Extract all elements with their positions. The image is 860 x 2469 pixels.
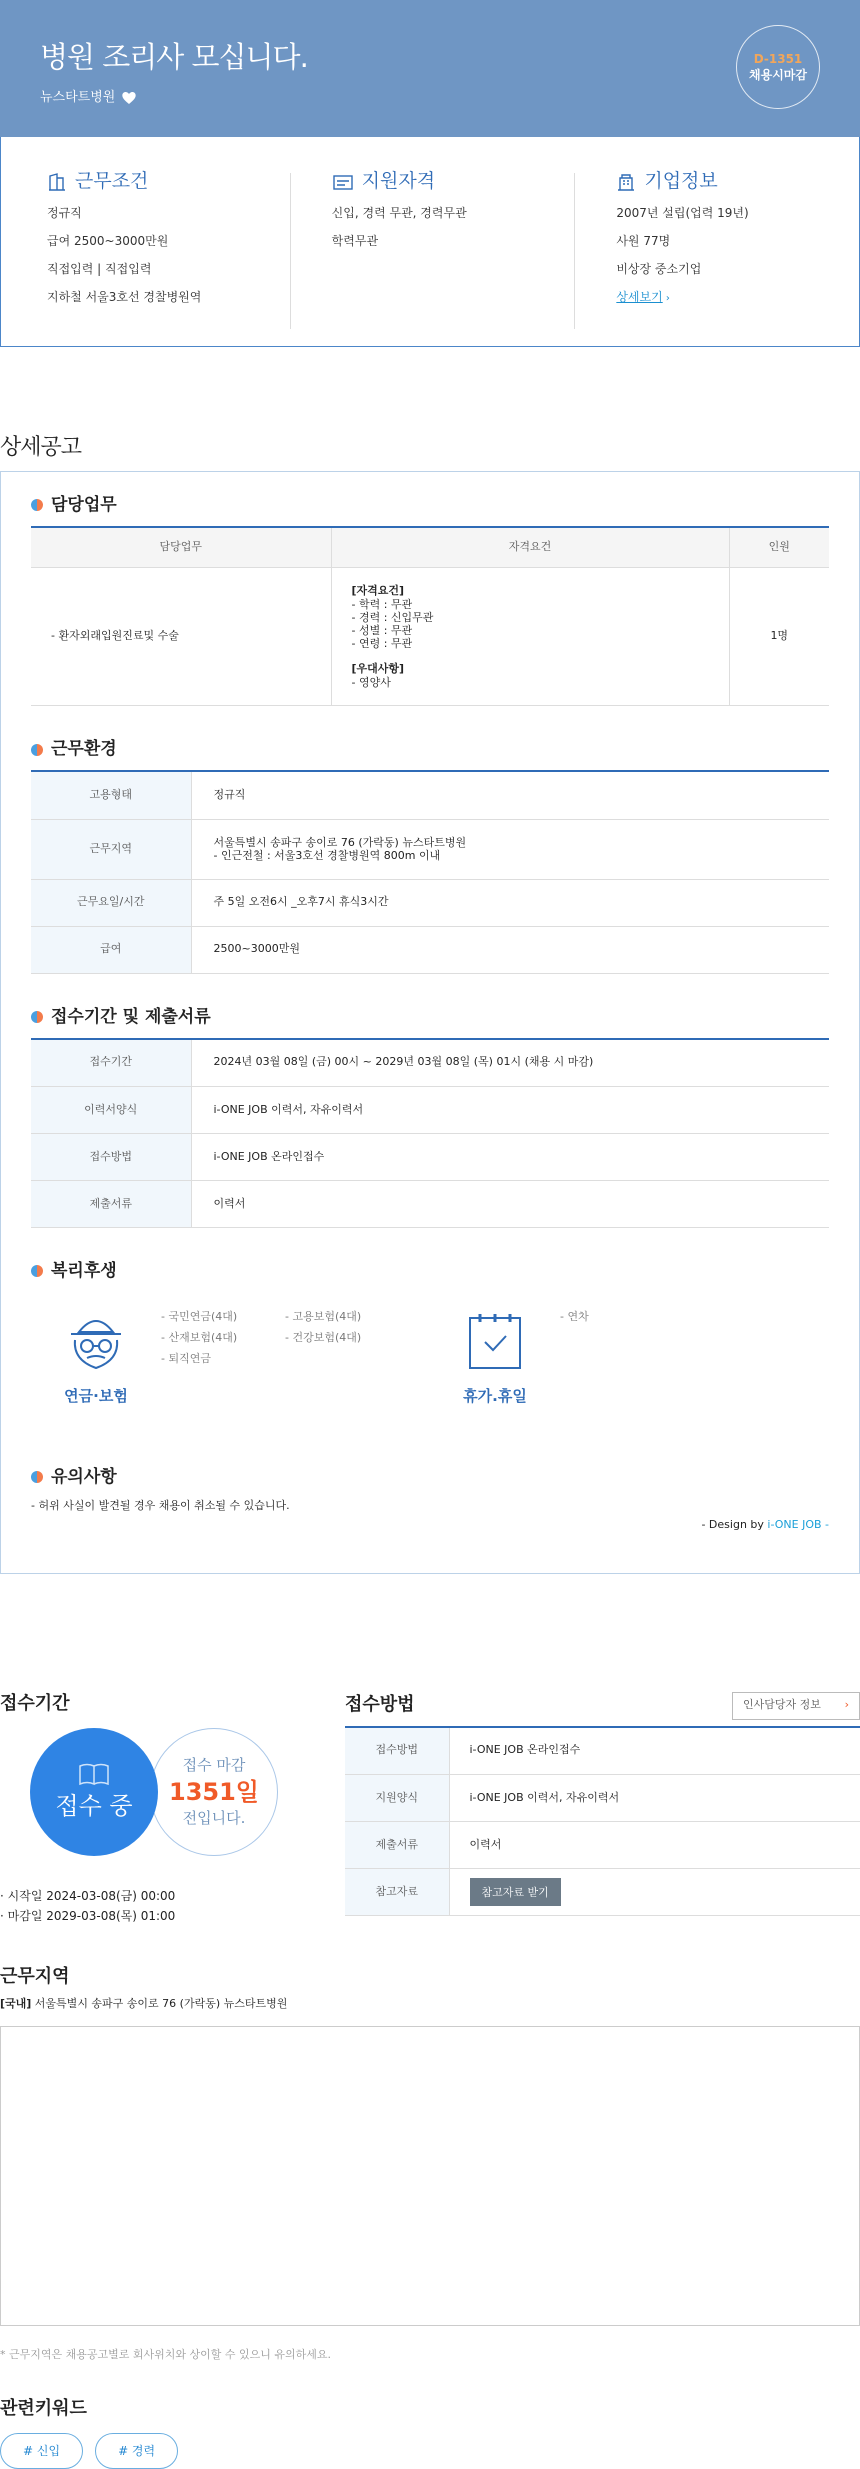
- duty-task: - 환자외래입원진료및 수술: [31, 568, 331, 706]
- hr-contact-label: 인사담당자 정보: [743, 1698, 821, 1712]
- duty-table: [31, 528, 829, 707]
- welfare-item: - 연차: [560, 1309, 589, 1323]
- building-icon: [47, 172, 67, 192]
- company-item: 사원 77명: [616, 233, 671, 248]
- welfare-heading: [31, 1260, 829, 1292]
- work-item: 정규직: [47, 205, 82, 220]
- env-value: 주 5일 오전6시 _오후7시 휴식3시간: [191, 879, 829, 926]
- env-label: 근무요일/시간: [31, 879, 191, 926]
- duty-count: 1명: [729, 568, 829, 706]
- env-label: 급여: [31, 926, 191, 973]
- env-value: [191, 819, 829, 879]
- status-circle: [30, 1728, 158, 1856]
- duty-heading: [31, 494, 829, 528]
- design-credit: [31, 1518, 829, 1533]
- period-section: [0, 1692, 345, 1927]
- bullet-dot-icon: [31, 1471, 43, 1483]
- apply-info: [0, 1692, 860, 1927]
- region-address-text: 서울특별시 송파구 송이로 76 (가락동) 뉴스타트병원: [31, 1996, 288, 2010]
- work-conditions-heading: [47, 169, 290, 195]
- duty-col-header: 담당업무: [31, 528, 331, 568]
- end-date: · 마감일 2029-03-08(목) 01:00: [0, 1909, 176, 1924]
- env-label: 근무지역: [31, 819, 191, 879]
- design-brand: i-ONE JOB: [767, 1517, 822, 1531]
- receipt-label: 접수방법: [31, 1134, 191, 1181]
- deadline-days: 1351일: [169, 1777, 259, 1806]
- design-prefix: - Design by: [701, 1517, 768, 1531]
- apply-title: 접수방법: [345, 1694, 415, 1716]
- qualifications: [290, 169, 575, 346]
- office-icon: [616, 172, 636, 192]
- apply-label: 접수방법: [345, 1728, 449, 1775]
- region-title: 근무지역: [0, 1965, 70, 1987]
- welfare-item: - 국민연금(4대): [161, 1309, 238, 1323]
- deadline-circle: [150, 1728, 278, 1856]
- pension-icon-wrap: [31, 1310, 161, 1430]
- apply-section: [345, 1692, 860, 1927]
- apply-label: 참고자료: [345, 1869, 449, 1916]
- receipt-title: 접수기간 및 제출서류: [51, 1006, 211, 1027]
- welfare-title: 복리후생: [51, 1261, 117, 1281]
- env-address: 서울특별시 송파구 송이로 76 (가락동) 뉴스타트병원: [213, 835, 467, 849]
- apply-value: i-ONE JOB 이력서, 자유이력서: [449, 1775, 860, 1822]
- welfare-item: - 퇴직연금: [161, 1351, 211, 1365]
- env-label: 고용형태: [31, 772, 191, 819]
- work-item: 직접입력 | 직접입력: [47, 262, 152, 277]
- duty-col-header: 자격요건: [331, 528, 729, 568]
- keyword-tag[interactable]: # 경력: [95, 2433, 178, 2469]
- dday-status: 채용시마감: [749, 68, 807, 82]
- qualifications-heading: [332, 169, 575, 195]
- dday-count: D-1351: [753, 51, 803, 66]
- qualifications-title: 지원자격: [361, 170, 436, 192]
- req-line: - 경력 : 신입무관: [351, 610, 434, 624]
- vacation-icon-wrap: [430, 1310, 560, 1430]
- duty-requirements: [331, 568, 729, 706]
- region-tag: [국내]: [0, 1996, 32, 2010]
- qual-item: 신입, 경력 무관, 경력무관: [331, 205, 467, 220]
- pension-list: [161, 1310, 405, 1430]
- req-title: [자격요건]: [351, 584, 405, 598]
- bullet-dot-icon: [31, 1011, 43, 1023]
- company-info-heading: [616, 169, 859, 195]
- vacation-label: 휴가.휴일: [463, 1387, 527, 1406]
- bullet-dot-icon: [31, 744, 43, 756]
- heart-icon[interactable]: [121, 90, 137, 106]
- env-value: 정규직: [191, 772, 829, 819]
- work-item: 급여 2500~3000만원: [47, 233, 169, 248]
- vacation-block: [430, 1310, 829, 1430]
- company-name-row: [40, 89, 137, 107]
- receipt-value: 2024년 03월 08일 (금) 00시 ~ 2029년 03월 08일 (목) 01시 (채용 시 마감): [191, 1040, 829, 1087]
- work-conditions-title: 근무조건: [75, 170, 149, 192]
- map-area[interactable]: [0, 2026, 860, 2326]
- work-conditions: [1, 169, 290, 346]
- bullet-dot-icon: [31, 1265, 43, 1277]
- apply-label: 제출서류: [345, 1822, 449, 1869]
- req-line: - 학력 : 무관: [351, 597, 413, 611]
- receipt-label: 접수기간: [31, 1040, 191, 1087]
- apply-label: 지원양식: [345, 1775, 449, 1822]
- chevron-right-icon: ›: [844, 1698, 849, 1712]
- req-line: - 성별 : 무관: [351, 624, 413, 638]
- welfare-item: - 산재보험(4대): [161, 1330, 238, 1344]
- company-info: 기업정보 2007년 설립(업력 19년) 사원 77명 비상장 중소기업 상세보기 ›: [574, 169, 859, 346]
- welfare-item: - 고용보험(4대): [285, 1309, 362, 1323]
- vacation-list: [560, 1310, 804, 1430]
- qual-item: 학력무관: [331, 233, 379, 248]
- req-line: - 연령 : 무관: [351, 637, 413, 651]
- pref-line: - 영양사: [351, 675, 391, 689]
- keyword-list: [0, 2433, 860, 2469]
- deadline-label: 접수 마감: [182, 1756, 246, 1775]
- receipt-heading: [31, 1006, 829, 1040]
- work-item: 지하철 서울3호선 경찰병원역: [47, 290, 202, 305]
- pref-title: [우대사항]: [351, 662, 405, 676]
- company-info-title: 기업정보: [644, 170, 718, 192]
- notice-text: - 허위 사실이 발견될 경우 채용이 취소될 수 있습니다.: [31, 1498, 290, 1512]
- env-value: 2500~3000만원: [191, 926, 829, 973]
- duty-title: 담당업무: [51, 494, 117, 515]
- keywords-section: [0, 2397, 860, 2469]
- detail-section-title: 상세공고: [0, 435, 82, 460]
- region-address: [0, 1997, 860, 2012]
- status-text: 접수 중: [55, 1791, 133, 1820]
- env-heading: [31, 738, 829, 772]
- apply-value: i-ONE JOB 온라인접수: [449, 1728, 860, 1775]
- apply-value: 이력서: [449, 1822, 860, 1869]
- elder-icon: [61, 1310, 131, 1374]
- env-table: [31, 772, 829, 974]
- region-section: [0, 1965, 860, 2363]
- period-dates: [0, 1886, 345, 1927]
- book-icon: [77, 1762, 111, 1786]
- receipt-table: [31, 1040, 829, 1229]
- keywords-title: 관련키워드: [0, 2397, 87, 2419]
- job-header: [0, 0, 860, 137]
- hr-contact-button[interactable]: [732, 1692, 860, 1720]
- receipt-label: 제출서류: [31, 1181, 191, 1228]
- receipt-value: i-ONE JOB 온라인접수: [191, 1134, 829, 1181]
- company-item: 2007년 설립(업력 19년): [616, 205, 749, 220]
- company-detail-link[interactable]: 상세보기: [616, 290, 663, 305]
- pension-block: [31, 1310, 430, 1430]
- job-title: 병원 조리사 모십니다.: [40, 40, 308, 74]
- receipt-value: i-ONE JOB 이력서, 자유이력서: [191, 1087, 829, 1134]
- env-transit: - 인근전철 : 서울3호선 경찰병원역 800m 이내: [213, 849, 441, 863]
- detail-section: [0, 471, 860, 1574]
- calendar-check-icon: [465, 1310, 525, 1374]
- welfare-section: [31, 1310, 829, 1430]
- download-reference-button[interactable]: 참고자료 받기: [470, 1878, 561, 1906]
- dday-badge: [736, 25, 820, 109]
- company-item: 비상장 중소기업: [616, 262, 702, 277]
- bullet-dot-icon: [31, 499, 43, 511]
- region-note: * 근무지역은 채용공고별로 회사위치와 상이할 수 있으니 유의하세요.: [0, 2347, 331, 2361]
- keyword-tag[interactable]: # 신입: [0, 2433, 83, 2469]
- start-date: · 시작일 2024-03-08(금) 00:00: [0, 1888, 176, 1903]
- receipt-label: 이력서양식: [31, 1087, 191, 1134]
- job-summary: [0, 137, 860, 347]
- company-name[interactable]: 뉴스타트병원: [40, 90, 116, 105]
- apply-table: [345, 1728, 860, 1917]
- deadline-suffix: 전입니다.: [182, 1809, 246, 1828]
- id-card-icon: [332, 172, 354, 192]
- design-suffix: -: [821, 1517, 829, 1531]
- receipt-value: 이력서: [191, 1181, 829, 1228]
- apply-value: [449, 1869, 860, 1916]
- period-circles: [0, 1728, 345, 1868]
- welfare-item: - 건강보험(4대): [285, 1330, 362, 1344]
- pension-label: 연금·보험: [64, 1387, 128, 1406]
- apply-header: [345, 1692, 860, 1728]
- period-title: 접수기간: [0, 1692, 70, 1714]
- notice-heading: [31, 1466, 829, 1489]
- duty-col-header: 인원: [729, 528, 829, 568]
- env-title: 근무환경: [51, 739, 117, 760]
- notice-title: 유의사항: [51, 1466, 117, 1487]
